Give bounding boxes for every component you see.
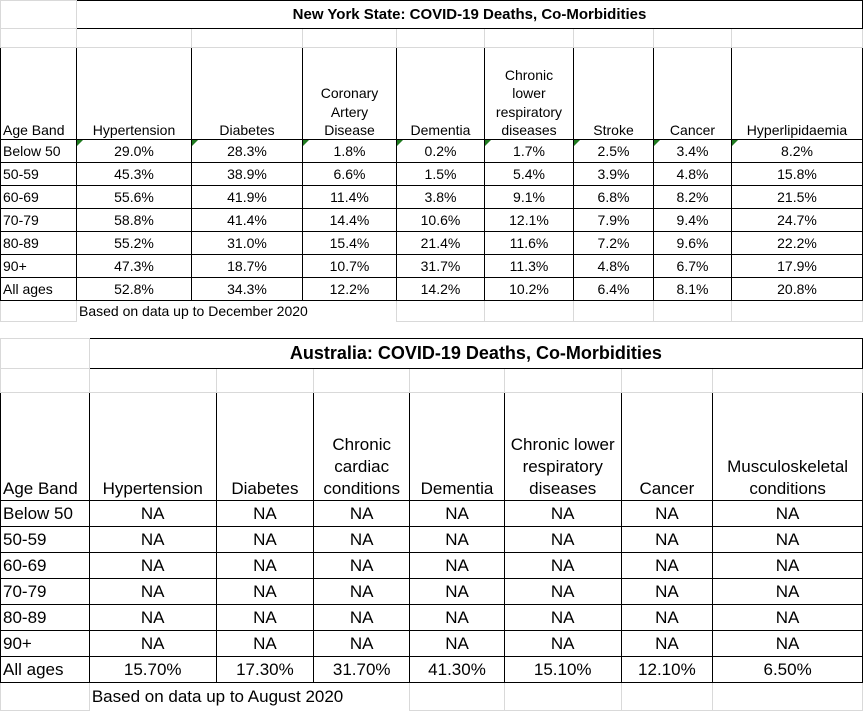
value-cell: NA	[216, 579, 314, 605]
value-cell: 11.4%	[303, 186, 397, 209]
value-cell: 41.4%	[192, 209, 303, 232]
value-cell: 3.9%	[574, 163, 654, 186]
age-band-cell: 50-59	[1, 527, 90, 553]
ny-header-7: Cancer	[654, 48, 732, 140]
ny-header-0: Age Band	[1, 48, 77, 140]
value-cell: NA	[621, 527, 713, 553]
age-band-cell: 60-69	[1, 553, 90, 579]
value-cell: 9.1%	[485, 186, 574, 209]
age-band-cell: Below 50	[1, 501, 90, 527]
table-row	[1, 605, 863, 631]
value-cell: 2.5%	[574, 140, 654, 163]
value-cell: 8.2%	[732, 140, 863, 163]
table-row	[1, 579, 863, 605]
value-cell: NA	[314, 501, 410, 527]
ny-header-4: Dementia	[397, 48, 485, 140]
value-cell: 7.2%	[574, 232, 654, 255]
au-title: Australia: COVID-19 Deaths, Co-Morbidities	[89, 339, 862, 369]
value-cell: NA	[621, 579, 713, 605]
value-cell: 14.4%	[303, 209, 397, 232]
value-cell: 10.2%	[485, 278, 574, 301]
value-cell: NA	[89, 631, 216, 657]
value-cell: 1.7%	[485, 140, 574, 163]
value-cell: 9.6%	[654, 232, 732, 255]
age-band-cell: 90+	[1, 631, 90, 657]
value-cell: NA	[621, 553, 713, 579]
value-cell: 5.4%	[485, 163, 574, 186]
table-row	[1, 255, 863, 278]
value-cell: 6.4%	[574, 278, 654, 301]
value-cell: NA	[216, 553, 314, 579]
value-cell: 6.6%	[303, 163, 397, 186]
value-cell: 38.9%	[192, 163, 303, 186]
ny-header-8: Hyperlipidaemia	[732, 48, 863, 140]
value-cell: 15.10%	[504, 657, 621, 683]
value-cell: 58.8%	[77, 209, 192, 232]
value-cell: NA	[713, 527, 863, 553]
age-band-cell: All ages	[1, 278, 77, 301]
value-cell: NA	[713, 579, 863, 605]
au-header-1: Hypertension	[89, 393, 216, 501]
table-row	[1, 209, 863, 232]
value-cell: 0.2%	[397, 140, 485, 163]
value-cell: NA	[504, 553, 621, 579]
age-band-cell: 80-89	[1, 232, 77, 255]
age-band-cell: 80-89	[1, 605, 90, 631]
value-cell: 15.4%	[303, 232, 397, 255]
value-cell: 1.5%	[397, 163, 485, 186]
value-cell: 52.8%	[77, 278, 192, 301]
table-row	[1, 163, 863, 186]
value-cell: 45.3%	[77, 163, 192, 186]
value-cell: 34.3%	[192, 278, 303, 301]
au-header-7: Musculoskeletal conditions	[713, 393, 863, 501]
value-cell: 24.7%	[732, 209, 863, 232]
table-row	[1, 657, 863, 683]
value-cell: 9.4%	[654, 209, 732, 232]
value-cell: NA	[713, 605, 863, 631]
value-cell: NA	[504, 631, 621, 657]
value-cell: 10.7%	[303, 255, 397, 278]
table-row	[1, 232, 863, 255]
au-header-4: Dementia	[410, 393, 505, 501]
value-cell: NA	[621, 605, 713, 631]
value-cell: 3.4%	[654, 140, 732, 163]
value-cell: 14.2%	[397, 278, 485, 301]
value-cell: 8.2%	[654, 186, 732, 209]
table-row	[1, 186, 863, 209]
value-cell: 21.5%	[732, 186, 863, 209]
au-header-2: Diabetes	[216, 393, 314, 501]
value-cell: 17.9%	[732, 255, 863, 278]
value-cell: NA	[216, 527, 314, 553]
age-band-cell: 70-79	[1, 209, 77, 232]
value-cell: NA	[504, 605, 621, 631]
value-cell: NA	[713, 631, 863, 657]
value-cell: NA	[410, 605, 505, 631]
value-cell: NA	[410, 501, 505, 527]
value-cell: 11.3%	[485, 255, 574, 278]
value-cell: NA	[621, 631, 713, 657]
value-cell: 15.70%	[89, 657, 216, 683]
ny-header-1: Hypertension	[77, 48, 192, 140]
value-cell: 6.8%	[574, 186, 654, 209]
au-note: Based on data up to August 2020	[91, 686, 344, 706]
age-band-cell: 70-79	[1, 579, 90, 605]
australia-table	[0, 338, 863, 711]
value-cell: NA	[216, 605, 314, 631]
au-header-6: Cancer	[621, 393, 713, 501]
value-cell: NA	[504, 527, 621, 553]
value-cell: 3.8%	[397, 186, 485, 209]
table-row	[1, 140, 863, 163]
age-band-cell: 50-59	[1, 163, 77, 186]
value-cell: 28.3%	[192, 140, 303, 163]
ny-header-2: Diabetes	[192, 48, 303, 140]
value-cell: NA	[89, 527, 216, 553]
value-cell: 29.0%	[77, 140, 192, 163]
value-cell: NA	[504, 501, 621, 527]
value-cell: NA	[314, 579, 410, 605]
au-grid	[0, 338, 863, 711]
value-cell: 4.8%	[574, 255, 654, 278]
value-cell: 11.6%	[485, 232, 574, 255]
value-cell: NA	[621, 501, 713, 527]
table-row	[1, 553, 863, 579]
value-cell: NA	[216, 501, 314, 527]
value-cell: 55.6%	[77, 186, 192, 209]
table-row	[1, 278, 863, 301]
value-cell: 22.2%	[732, 232, 863, 255]
value-cell: 12.2%	[303, 278, 397, 301]
au-header-5: Chronic lower respiratory diseases	[504, 393, 621, 501]
ny-title: New York State: COVID-19 Deaths, Co-Morbidities	[77, 1, 863, 29]
value-cell: 21.4%	[397, 232, 485, 255]
value-cell: 10.6%	[397, 209, 485, 232]
age-band-cell: 60-69	[1, 186, 77, 209]
value-cell: 31.0%	[192, 232, 303, 255]
value-cell: NA	[713, 501, 863, 527]
value-cell: NA	[314, 605, 410, 631]
value-cell: NA	[410, 631, 505, 657]
table-row	[1, 501, 863, 527]
value-cell: NA	[504, 579, 621, 605]
age-band-cell: 90+	[1, 255, 77, 278]
new-york-table	[0, 0, 863, 322]
ny-grid	[0, 0, 863, 322]
value-cell: 1.8%	[303, 140, 397, 163]
value-cell: NA	[89, 579, 216, 605]
au-header-0: Age Band	[1, 393, 90, 501]
value-cell: 31.70%	[314, 657, 410, 683]
table-row	[1, 527, 863, 553]
ny-header-6: Stroke	[574, 48, 654, 140]
age-band-cell: All ages	[1, 657, 90, 683]
value-cell: 41.30%	[410, 657, 505, 683]
value-cell: 4.8%	[654, 163, 732, 186]
value-cell: 31.7%	[397, 255, 485, 278]
value-cell: NA	[410, 527, 505, 553]
value-cell: 6.50%	[713, 657, 863, 683]
value-cell: 6.7%	[654, 255, 732, 278]
value-cell: NA	[89, 553, 216, 579]
value-cell: NA	[89, 605, 216, 631]
ny-note: Based on data up to December 2020	[79, 303, 308, 320]
value-cell: 55.2%	[77, 232, 192, 255]
value-cell: NA	[314, 631, 410, 657]
age-band-cell: Below 50	[1, 140, 77, 163]
ny-header-3: Coronary Artery Disease	[303, 48, 397, 140]
value-cell: NA	[89, 501, 216, 527]
value-cell: 17.30%	[216, 657, 314, 683]
value-cell: NA	[314, 527, 410, 553]
au-header-3: Chronic cardiac conditions	[314, 393, 410, 501]
ny-header-5: Chronic lower respiratory diseases	[485, 48, 574, 140]
value-cell: NA	[713, 553, 863, 579]
value-cell: 18.7%	[192, 255, 303, 278]
table-row	[1, 631, 863, 657]
value-cell: NA	[410, 579, 505, 605]
value-cell: 7.9%	[574, 209, 654, 232]
value-cell: 8.1%	[654, 278, 732, 301]
value-cell: 12.10%	[621, 657, 713, 683]
value-cell: 47.3%	[77, 255, 192, 278]
value-cell: NA	[410, 553, 505, 579]
value-cell: 12.1%	[485, 209, 574, 232]
value-cell: 20.8%	[732, 278, 863, 301]
value-cell: NA	[216, 631, 314, 657]
value-cell: NA	[314, 553, 410, 579]
value-cell: 41.9%	[192, 186, 303, 209]
value-cell: 15.8%	[732, 163, 863, 186]
